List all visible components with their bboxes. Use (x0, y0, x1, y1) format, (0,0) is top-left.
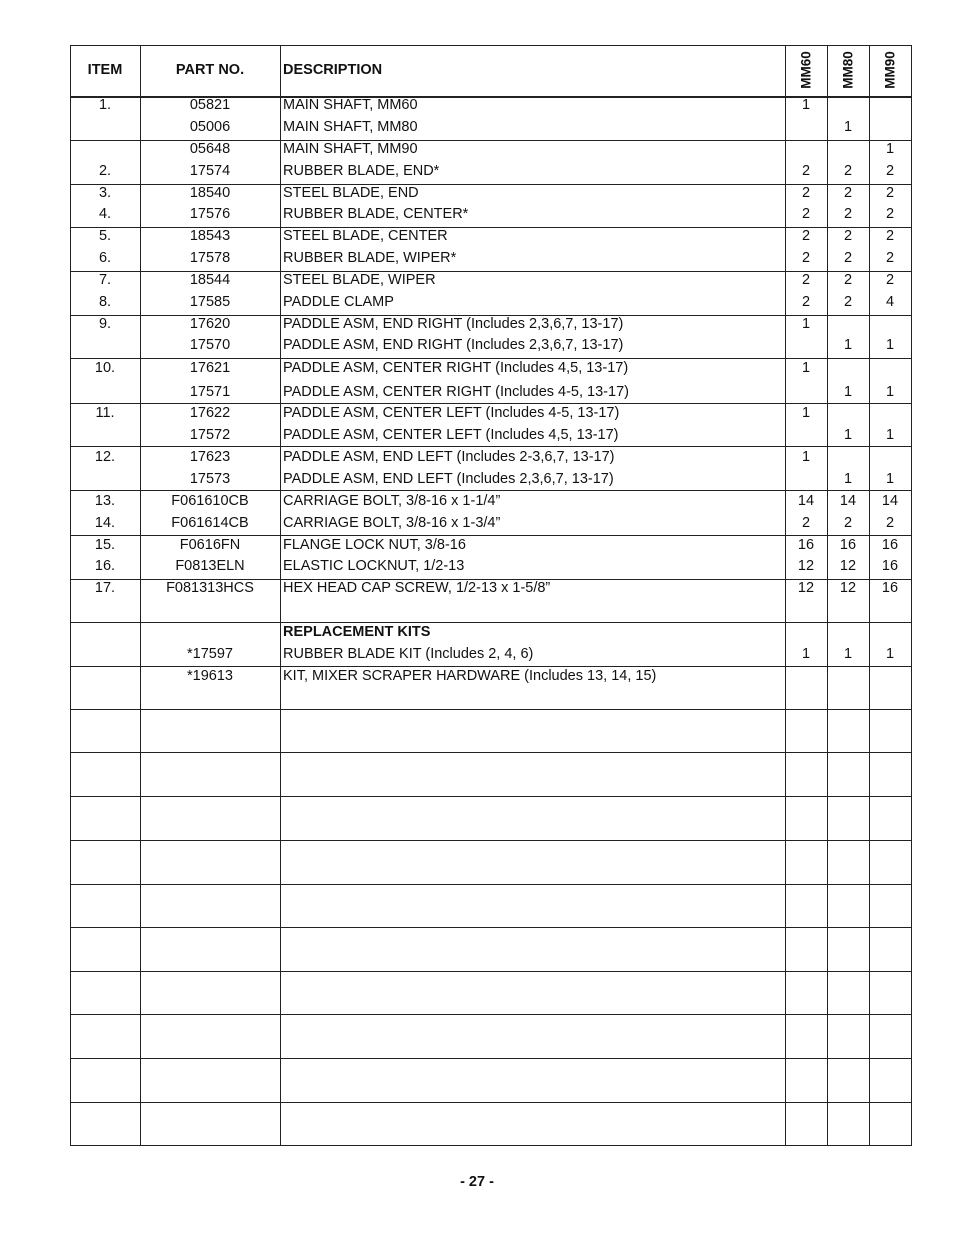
column-header-item: ITEM (87, 62, 123, 78)
cell-part: *19613 (187, 668, 233, 684)
cell-desc: RUBBER BLADE, WIPER* (283, 250, 457, 266)
cell-mm80: 2 (843, 185, 853, 201)
column-header-mm90: MM90 (882, 51, 898, 89)
cell-part: 17621 (189, 360, 231, 376)
cell-item: 5. (98, 228, 112, 244)
cell-desc: PADDLE ASM, END RIGHT (Includes 2,3,6,7, 13-17) (283, 316, 624, 332)
cell-part: 17573 (189, 471, 231, 487)
row-divider (70, 709, 912, 710)
cell-mm80: 2 (843, 294, 853, 310)
row-divider (70, 446, 912, 447)
cell-desc: RUBBER BLADE KIT (Includes 2, 4, 6) (283, 646, 534, 662)
cell-item: 17. (94, 580, 116, 596)
cell-desc: KIT, MIXER SCRAPER HARDWARE (Includes 13, 14, 15) (283, 668, 657, 684)
cell-desc: REPLACEMENT KITS (283, 624, 431, 640)
cell-part: 05648 (189, 141, 231, 157)
cell-part: F0616FN (179, 537, 241, 553)
cell-mm90: 1 (885, 471, 895, 487)
cell-mm80: 2 (843, 515, 853, 531)
cell-mm80: 2 (843, 206, 853, 222)
cell-mm80: 14 (839, 493, 857, 509)
cell-desc: MAIN SHAFT, MM90 (283, 141, 418, 157)
cell-part: 18544 (189, 272, 231, 288)
cell-item: 13. (94, 493, 116, 509)
cell-desc: STEEL BLADE, END (283, 185, 419, 201)
column-divider (911, 45, 912, 1146)
cell-mm90: 1 (885, 427, 895, 443)
cell-item: 6. (98, 250, 112, 266)
cell-mm90: 1 (885, 646, 895, 662)
cell-mm90: 2 (885, 206, 895, 222)
cell-part: 17623 (189, 449, 231, 465)
cell-mm80: 1 (843, 337, 853, 353)
row-divider (70, 752, 912, 753)
cell-mm60: 1 (801, 646, 811, 662)
column-header-mm60: MM60 (798, 51, 814, 89)
cell-mm90: 2 (885, 228, 895, 244)
cell-item: 15. (94, 537, 116, 553)
cell-part: 17572 (189, 427, 231, 443)
cell-mm90: 16 (881, 580, 899, 596)
cell-mm60: 12 (797, 558, 815, 574)
cell-mm90: 14 (881, 493, 899, 509)
cell-mm90: 16 (881, 558, 899, 574)
cell-part: 17574 (189, 163, 231, 179)
cell-desc: ELASTIC LOCKNUT, 1/2-13 (283, 558, 465, 574)
cell-mm60: 16 (797, 537, 815, 553)
cell-mm90: 4 (885, 294, 895, 310)
cell-part: F081313HCS (166, 580, 254, 596)
cell-part: 17571 (189, 384, 231, 400)
row-divider (70, 884, 912, 885)
column-header-mm80: MM80 (840, 51, 856, 89)
cell-mm60: 1 (801, 449, 811, 465)
cell-desc: STEEL BLADE, CENTER (283, 228, 448, 244)
cell-item: 11. (95, 405, 115, 421)
cell-part: 17576 (189, 206, 231, 222)
row-divider (70, 1102, 912, 1103)
row-divider (70, 840, 912, 841)
row-divider (70, 796, 912, 797)
row-divider (70, 1014, 912, 1015)
cell-part: F061610CB (171, 493, 249, 509)
cell-mm90: 16 (881, 537, 899, 553)
cell-part: 17578 (189, 250, 231, 266)
cell-desc: PADDLE ASM, END RIGHT (Includes 2,3,6,7, 13-17) (283, 337, 624, 353)
cell-mm60: 2 (801, 228, 811, 244)
cell-desc: PADDLE ASM, END LEFT (Includes 2-3,6,7, 13-17) (283, 449, 615, 465)
cell-mm80: 1 (843, 471, 853, 487)
cell-desc: PADDLE ASM, CENTER LEFT (Includes 4,5, 13-17) (283, 427, 619, 443)
cell-desc: MAIN SHAFT, MM80 (283, 119, 418, 135)
cell-mm80: 1 (843, 427, 853, 443)
cell-item: 3. (98, 185, 112, 201)
cell-mm60: 12 (797, 580, 815, 596)
cell-part: 17622 (189, 405, 231, 421)
cell-mm60: 2 (801, 272, 811, 288)
cell-desc: RUBBER BLADE, CENTER* (283, 206, 469, 222)
cell-desc: PADDLE ASM, CENTER RIGHT (Includes 4-5, 13-17) (283, 384, 629, 400)
cell-mm60: 2 (801, 163, 811, 179)
cell-item: 1. (98, 97, 112, 113)
cell-desc: HEX HEAD CAP SCREW, 1/2-13 x 1-5/8” (283, 580, 551, 596)
cell-mm60: 1 (801, 405, 811, 421)
cell-mm60: 1 (801, 316, 811, 332)
cell-desc: CARRIAGE BOLT, 3/8-16 x 1-3/4” (283, 515, 501, 531)
row-divider (70, 490, 912, 491)
row-divider (70, 971, 912, 972)
cell-mm80: 16 (839, 537, 857, 553)
cell-item: 12. (94, 449, 116, 465)
cell-mm80: 2 (843, 163, 853, 179)
cell-desc: PADDLE ASM, CENTER LEFT (Includes 4-5, 13-17) (283, 405, 620, 421)
cell-mm80: 1 (843, 384, 853, 400)
cell-mm90: 2 (885, 185, 895, 201)
cell-item: 2. (98, 163, 112, 179)
cell-mm90: 2 (885, 272, 895, 288)
cell-part: 18540 (189, 185, 231, 201)
cell-item: 7. (98, 272, 112, 288)
cell-mm90: 2 (885, 250, 895, 266)
cell-mm60: 2 (801, 206, 811, 222)
cell-desc: CARRIAGE BOLT, 3/8-16 x 1-1/4” (283, 493, 501, 509)
cell-desc: MAIN SHAFT, MM60 (283, 97, 418, 113)
cell-mm80: 1 (843, 646, 853, 662)
cell-mm80: 2 (843, 272, 853, 288)
cell-item: 4. (98, 206, 112, 222)
row-divider (70, 1145, 912, 1146)
cell-mm90: 1 (885, 384, 895, 400)
cell-mm90: 2 (885, 163, 895, 179)
cell-item: 8. (98, 294, 112, 310)
cell-mm90: 1 (885, 141, 895, 157)
page-number: - 27 - (460, 1174, 494, 1190)
cell-mm60: 1 (801, 360, 811, 376)
column-header-description: DESCRIPTION (283, 62, 383, 78)
cell-item: 9. (98, 316, 112, 332)
cell-part: F061614CB (171, 515, 249, 531)
cell-mm60: 14 (797, 493, 815, 509)
cell-mm80: 12 (839, 558, 857, 574)
cell-item: 16. (94, 558, 116, 574)
parts-table (70, 45, 912, 1146)
cell-part: 17585 (189, 294, 231, 310)
cell-desc: RUBBER BLADE, END* (283, 163, 440, 179)
cell-mm60: 1 (801, 97, 811, 113)
cell-mm60: 2 (801, 515, 811, 531)
cell-part: 05006 (189, 119, 231, 135)
cell-item: 10. (94, 360, 116, 376)
cell-mm60: 2 (801, 250, 811, 266)
column-divider (280, 45, 281, 1146)
cell-desc: PADDLE ASM, END LEFT (Includes 2,3,6,7, 13-17) (283, 471, 614, 487)
cell-part: 17570 (189, 337, 231, 353)
cell-mm90: 1 (885, 337, 895, 353)
cell-mm80: 2 (843, 228, 853, 244)
cell-mm80: 2 (843, 250, 853, 266)
cell-part: 18543 (189, 228, 231, 244)
cell-part: *17597 (187, 646, 233, 662)
column-header-part-no: PART NO. (175, 62, 245, 78)
cell-part: 05821 (189, 97, 231, 113)
cell-mm60: 2 (801, 185, 811, 201)
cell-mm80: 1 (843, 119, 853, 135)
cell-desc: STEEL BLADE, WIPER (283, 272, 436, 288)
cell-mm60: 2 (801, 294, 811, 310)
row-divider (70, 1058, 912, 1059)
cell-desc: FLANGE LOCK NUT, 3/8-16 (283, 537, 466, 553)
cell-mm90: 2 (885, 515, 895, 531)
cell-desc: PADDLE CLAMP (283, 294, 394, 310)
cell-desc: PADDLE ASM, CENTER RIGHT (Includes 4,5, 13-17) (283, 360, 629, 376)
cell-part: F0813ELN (175, 558, 245, 574)
cell-mm80: 12 (839, 580, 857, 596)
cell-item: 14. (94, 515, 116, 531)
row-divider (70, 927, 912, 928)
cell-part: 17620 (189, 316, 231, 332)
